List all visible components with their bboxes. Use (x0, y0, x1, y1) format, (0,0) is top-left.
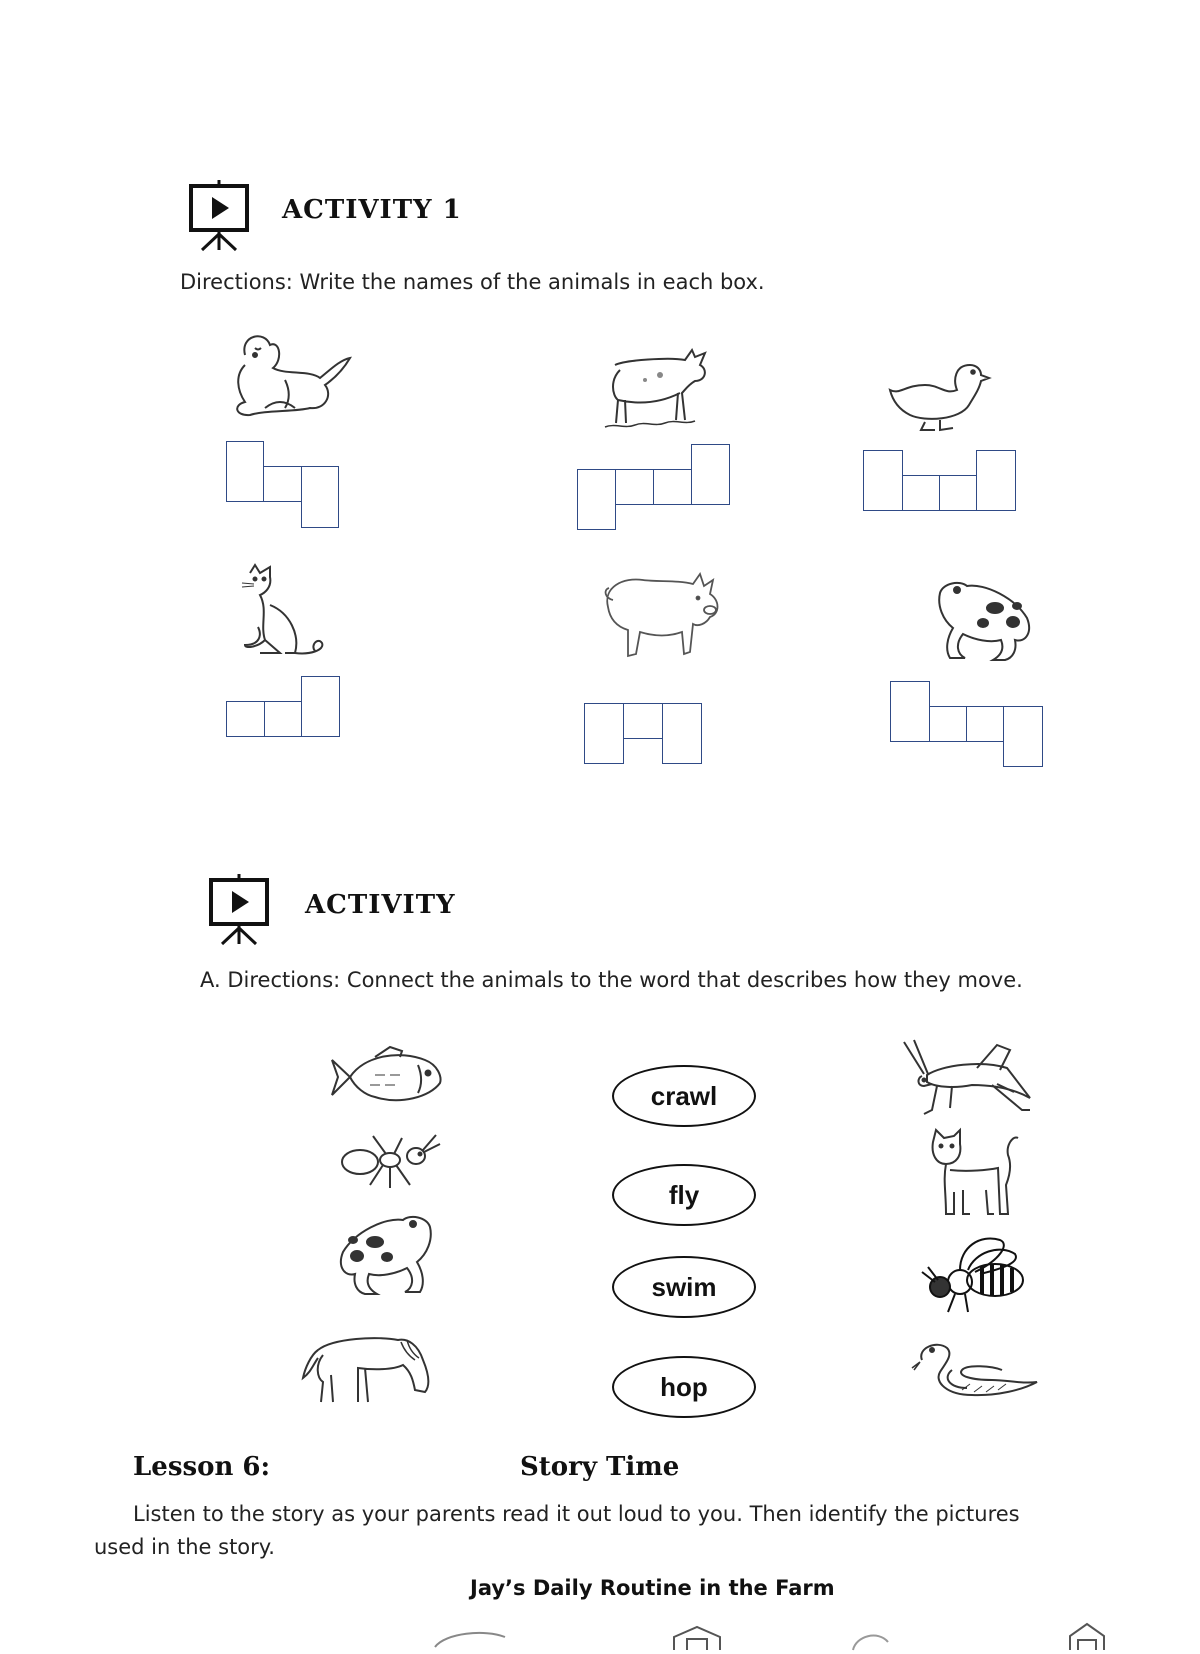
letter-box[interactable] (902, 475, 940, 511)
letter-box[interactable] (623, 703, 663, 739)
word-oval-crawl[interactable]: crawl (612, 1065, 756, 1127)
word-oval-fly[interactable]: fly (612, 1164, 756, 1226)
letter-box[interactable] (226, 441, 264, 502)
lesson-instruction-line-1: Listen to the story as your parents read it out loud to you. Then identify the pictures (133, 1502, 1020, 1526)
letter-box[interactable] (226, 701, 265, 737)
grasshopper-icon (902, 1040, 1032, 1124)
letter-box[interactable] (615, 469, 654, 505)
word-oval-hop[interactable]: hop (612, 1356, 756, 1418)
letter-box[interactable] (662, 703, 702, 764)
pig-icon (598, 572, 723, 671)
activity-2-directions: A. Directions: Connect the animals to the word that describes how they move. (200, 968, 1023, 992)
activity-1-title: ACTIVITY 1 (282, 195, 462, 225)
letter-box[interactable] (264, 701, 302, 737)
letter-box[interactable] (976, 450, 1016, 511)
lesson-title: Story Time (520, 1452, 680, 1482)
lesson-instruction-line-2: used in the story. (94, 1535, 275, 1559)
story-title: Jay’s Daily Routine in the Farm (470, 1576, 835, 1600)
presentation-icon (188, 180, 250, 252)
presentation-icon (208, 874, 270, 946)
activity-1-directions: Directions: Write the names of the animals in each box. (180, 270, 765, 294)
dog-icon (225, 330, 355, 429)
letter-box[interactable] (890, 681, 930, 742)
letter-box[interactable] (966, 706, 1004, 742)
frog-icon (330, 1212, 435, 1301)
barn-icon (1068, 1622, 1106, 1654)
letter-box[interactable] (263, 466, 302, 502)
letter-box[interactable] (653, 469, 692, 505)
word-oval-swim[interactable]: swim (612, 1256, 756, 1318)
cat-icon (928, 1130, 1023, 1224)
lesson-label: Lesson 6: (133, 1452, 271, 1482)
letter-box[interactable] (939, 475, 977, 511)
bee-icon (920, 1232, 1030, 1321)
frog-icon (935, 578, 1035, 667)
goat-icon (600, 345, 720, 439)
letter-box[interactable] (584, 703, 624, 764)
activity-2-title: ACTIVITY (305, 890, 456, 920)
horse-icon (303, 1330, 443, 1409)
snake-icon (912, 1340, 1042, 1409)
ant-icon (338, 1130, 443, 1194)
fish-icon (330, 1045, 445, 1114)
letter-box[interactable] (301, 466, 339, 528)
letter-box[interactable] (1003, 706, 1043, 767)
duck-icon (885, 360, 990, 439)
letter-box[interactable] (577, 469, 616, 530)
letter-box[interactable] (863, 450, 903, 511)
animal-icon (848, 1628, 893, 1654)
cat-icon (240, 565, 340, 664)
letter-box[interactable] (301, 676, 340, 737)
letter-box[interactable] (929, 706, 967, 742)
letter-box[interactable] (691, 444, 730, 505)
